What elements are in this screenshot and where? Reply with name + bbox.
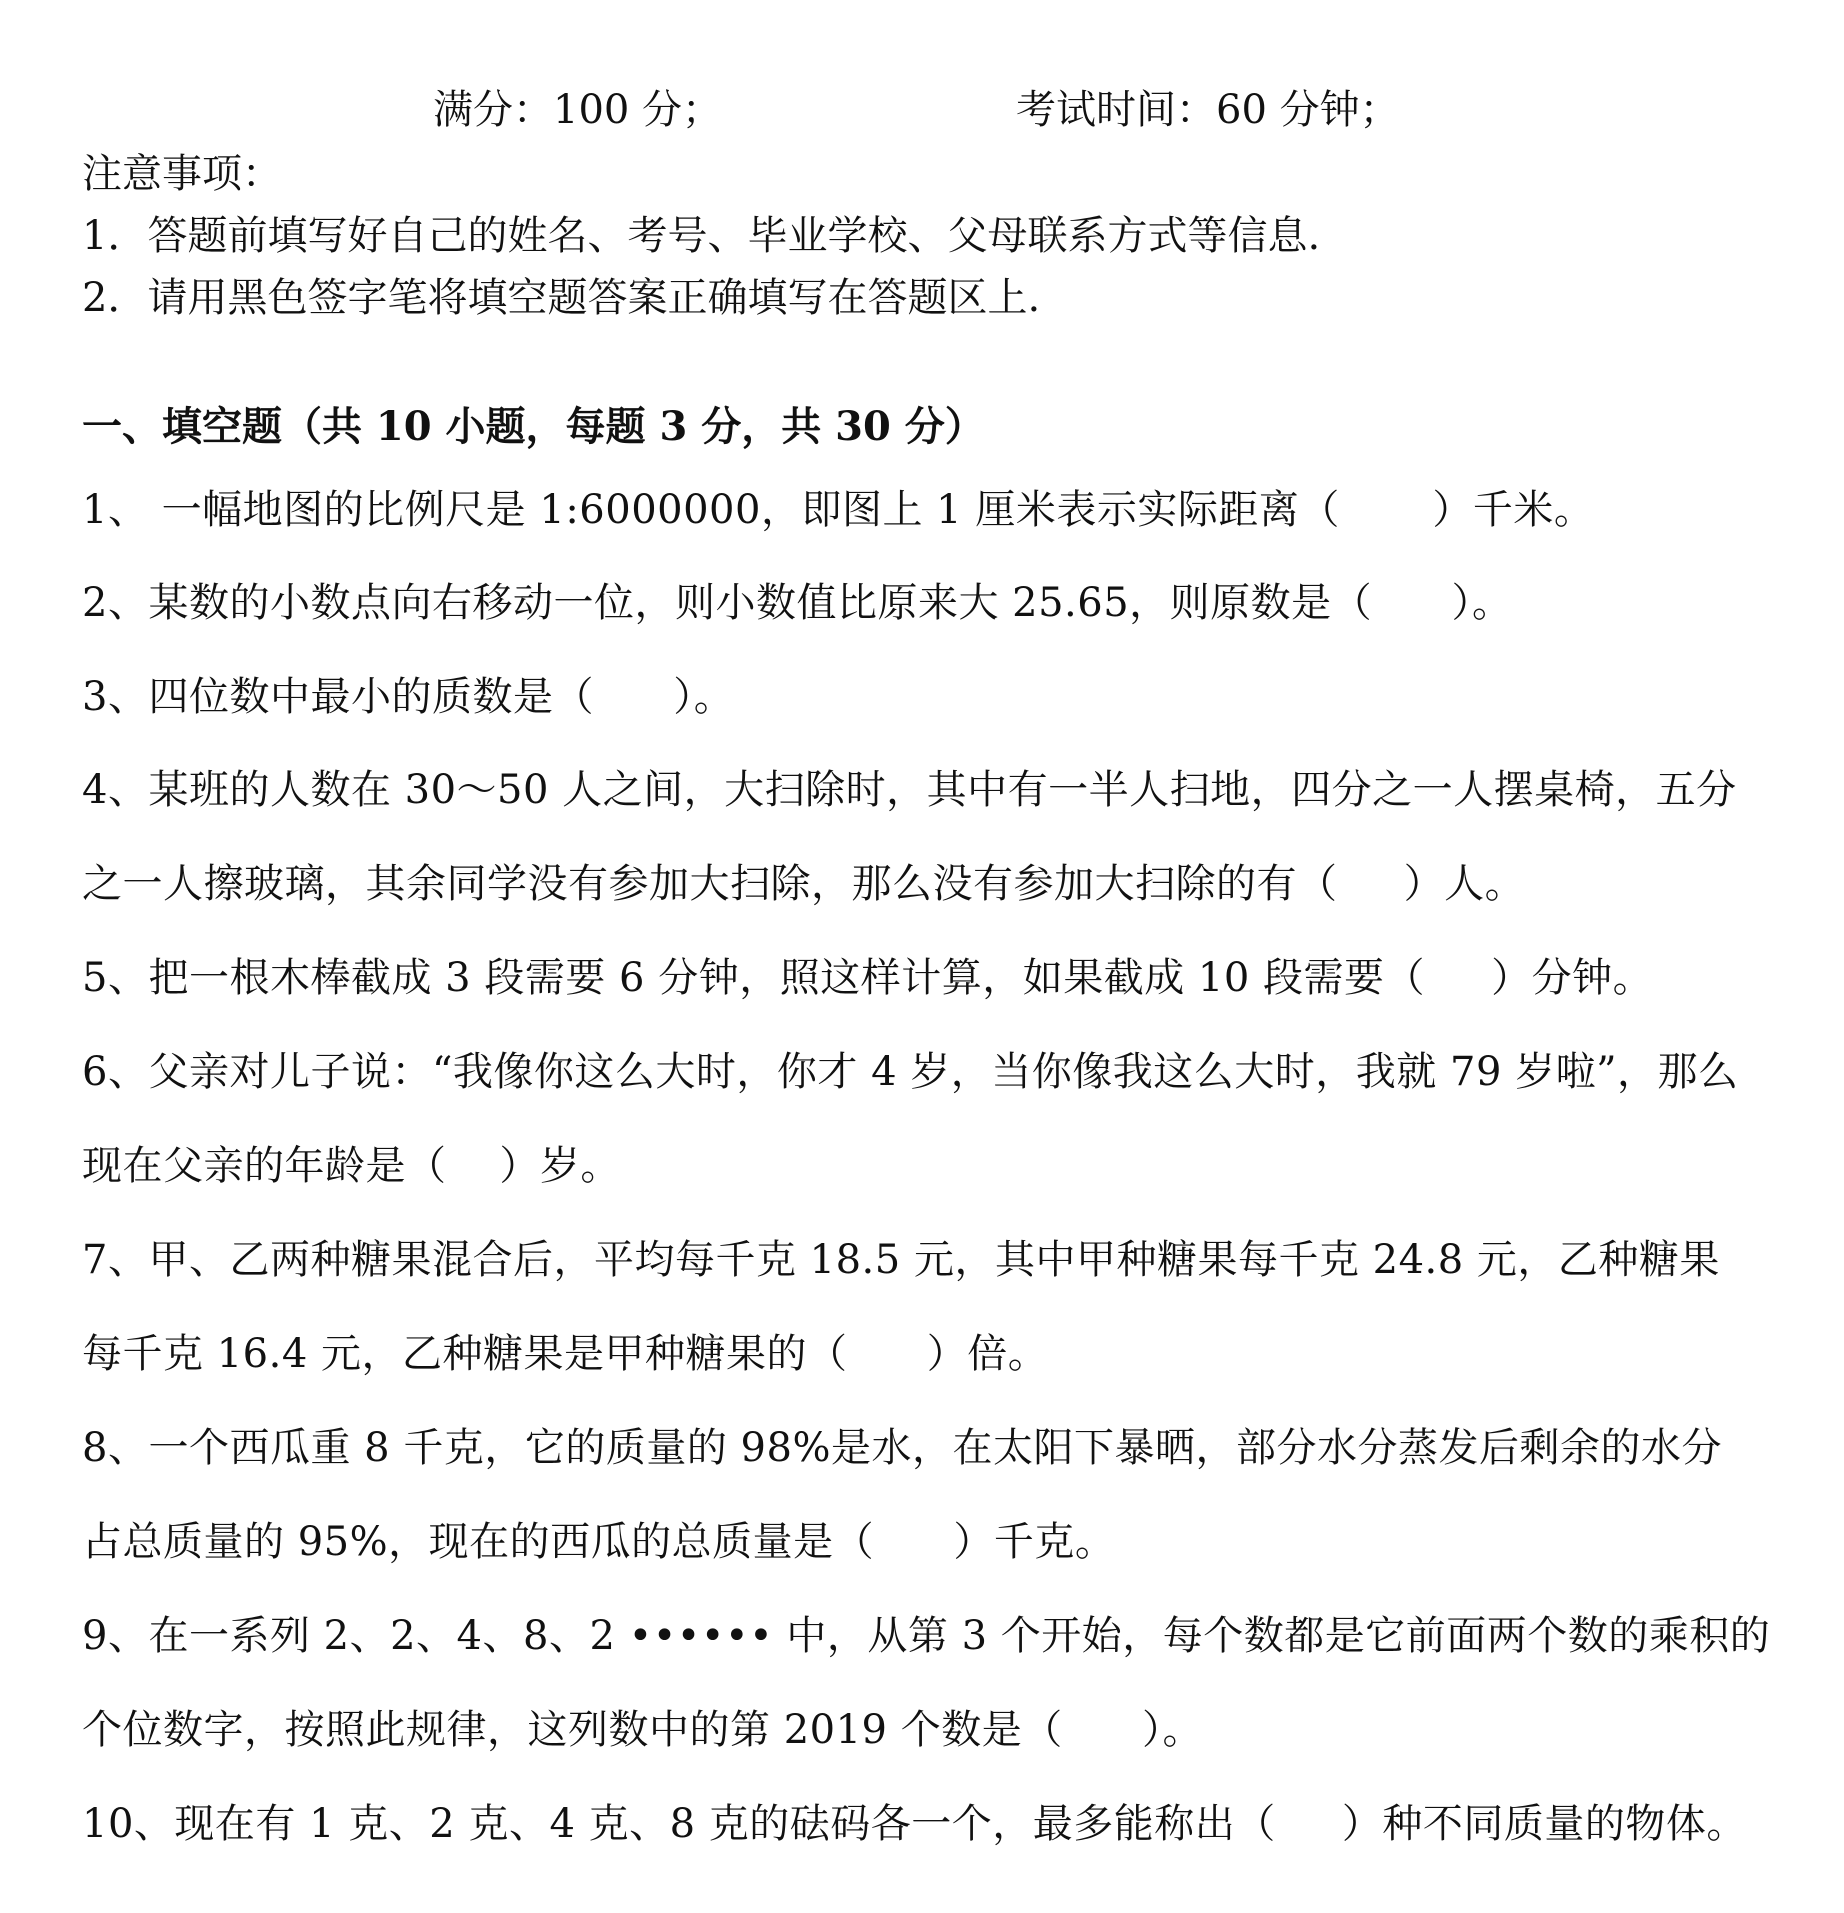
notice-item: 2．请用黑色签字笔将填空题答案正确填写在答题区上. <box>82 275 1041 321</box>
question-text: 1、 一幅地图的比例尺是 1:6000000，即图上 1 厘米表示实际距离（ <box>82 487 1340 533</box>
notice-title: 注意事项： <box>82 151 282 197</box>
answer-blank[interactable] <box>594 674 673 720</box>
question-text: ）千米。 <box>1432 487 1595 533</box>
question-text: ）。 <box>1451 580 1513 626</box>
question-2 <box>82 571 1772 628</box>
answer-blank[interactable] <box>874 1519 953 1565</box>
question-text: 占总质量的 95%，现在的西瓜的总质量是（ <box>82 1519 875 1565</box>
question-9-line-1: 9、在一系列 2、2、4、8、2 •••••• 中，从第 3 个开始，每个数都是它前面两个数的乘积的 <box>82 1613 1771 1659</box>
question-text: ）岁。 <box>499 1143 621 1189</box>
answer-blank[interactable] <box>1276 1801 1342 1847</box>
full-score-text: 满分：100 分； <box>433 87 723 133</box>
question-text: 个位数字，按照此规律，这列数中的第 2019 个数是（ <box>82 1707 1063 1753</box>
question-text: ）种不同质量的物体。 <box>1341 1801 1747 1847</box>
question-9-line-2 <box>82 1698 1772 1755</box>
question-4-line-2 <box>82 852 1772 909</box>
answer-blank[interactable] <box>1340 487 1433 533</box>
question-text: ）人。 <box>1403 861 1526 907</box>
question-text: ）。 <box>673 674 735 720</box>
notice-item: 1．答题前填写好自己的姓名、考号、毕业学校、父母联系方式等信息. <box>82 213 1321 259</box>
exam-time-text: 考试时间：60 分钟； <box>1016 87 1400 133</box>
question-text: ）倍。 <box>926 1331 1049 1377</box>
question-5 <box>82 946 1772 1003</box>
question-text: ）千克。 <box>953 1519 1116 1565</box>
question-6-line-2 <box>82 1134 1772 1191</box>
answer-blank[interactable] <box>447 1143 500 1189</box>
question-7-line-1: 7、甲、乙两种糖果混合后，平均每千克 18.5 元，其中甲种糖果每千克 24.8 元，乙种糖果 <box>82 1237 1720 1283</box>
question-8-line-1: 8、一个西瓜重 8 千克，它的质量的 98%是水，在太阳下暴晒，部分水分蒸发后剩余的水分 <box>82 1425 1722 1471</box>
question-text: 每千克 16.4 元，乙种糖果是甲种糖果的（ <box>82 1331 848 1377</box>
question-10 <box>82 1792 1772 1849</box>
exam-header <box>0 78 1844 138</box>
question-text: 10、现在有 1 克、2 克、4 克、8 克的砝码各一个，最多能称出（ <box>82 1801 1276 1847</box>
question-text: 5、把一根木棒截成 3 段需要 6 分钟，照这样计算，如果截成 10 段需要（ <box>82 955 1426 1001</box>
question-text: ）分钟。 <box>1491 955 1654 1001</box>
question-text: 3、四位数中最小的质数是（ <box>82 674 594 720</box>
question-8-line-2 <box>82 1510 1772 1567</box>
answer-blank[interactable] <box>848 1331 927 1377</box>
question-text: 现在父亲的年龄是（ <box>82 1143 447 1189</box>
question-4-line-1: 4、某班的人数在 30～50 人之间，大扫除时，其中有一半人扫地，四分之一人摆桌椅，五分 <box>82 767 1737 813</box>
question-3 <box>82 665 1772 722</box>
answer-blank[interactable] <box>1372 580 1451 626</box>
question-1 <box>82 478 1772 535</box>
question-7-line-2 <box>82 1322 1772 1379</box>
answer-blank[interactable] <box>1425 955 1491 1001</box>
question-text: 之一人擦玻璃，其余同学没有参加大扫除，那么没有参加大扫除的有（ <box>82 861 1338 907</box>
question-6-line-1: 6、父亲对儿子说：“我像你这么大时，你才 4 岁，当你像我这么大时，我就 79 岁啦”，那么 <box>82 1049 1739 1095</box>
section-heading-fill-in-blank: 一、填空题（共 10 小题，每题 3 分，共 30 分） <box>82 403 985 450</box>
question-text: 2、某数的小数点向右移动一位，则小数值比原来大 25.65，则原数是（ <box>82 580 1373 626</box>
answer-blank[interactable] <box>1338 861 1404 907</box>
question-text: ）。 <box>1142 1707 1204 1753</box>
answer-blank[interactable] <box>1063 1707 1142 1753</box>
